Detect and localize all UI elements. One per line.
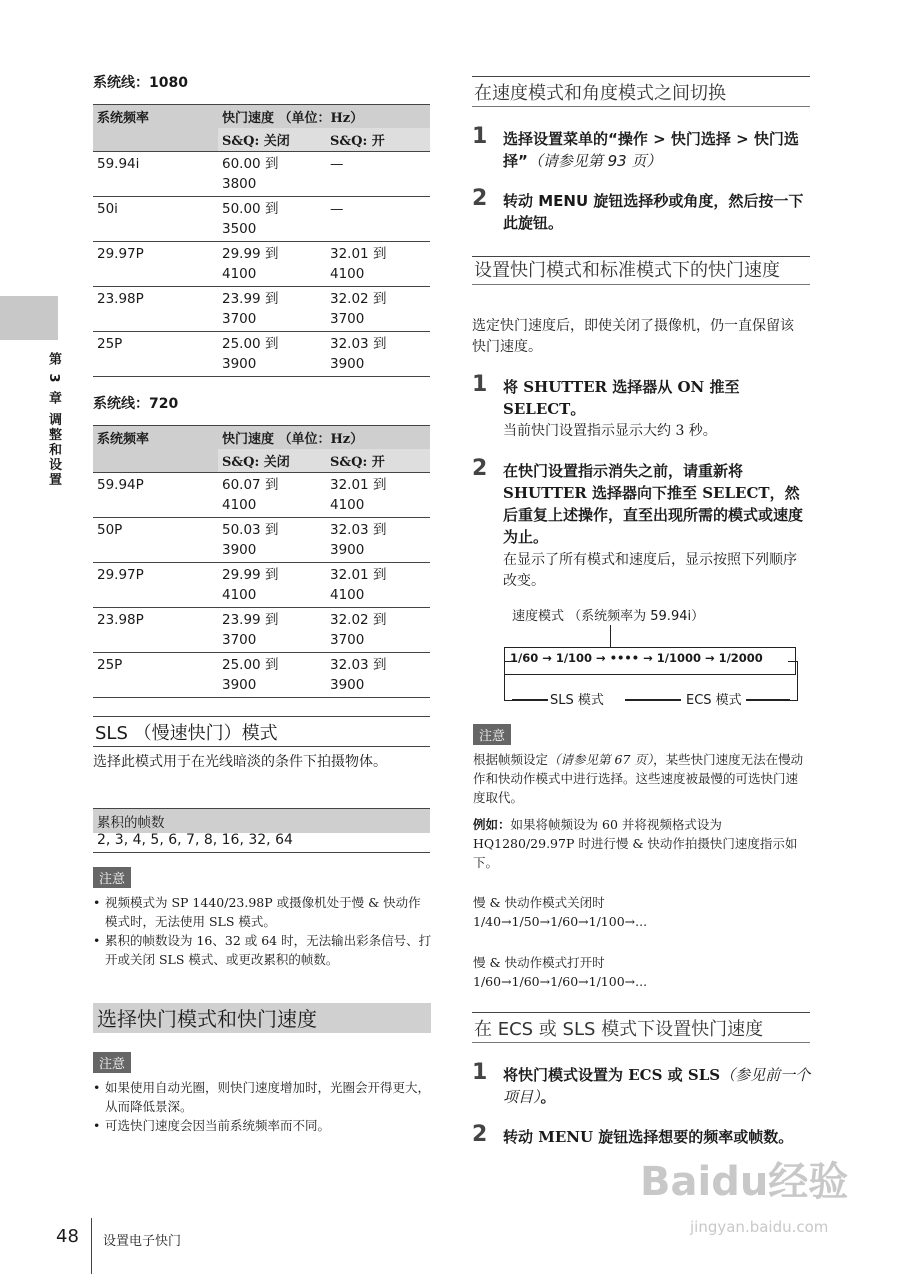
chapter-label: 第 3 章 调整和设置: [46, 352, 61, 488]
table-row: [93, 563, 430, 608]
row-sq-off: 29.99 到 4100: [218, 242, 326, 287]
row-sq-on: —: [326, 197, 430, 242]
row-sq-off: 50.00 到 3500: [218, 197, 326, 242]
sls-note-tag: 注意: [93, 867, 131, 888]
col-sq-on: S&Q: 开: [326, 449, 430, 473]
standard-mode-title: 设置快门模式和标准模式下的快门速度: [472, 256, 810, 285]
col-sq-off: S&Q: 关闭: [218, 128, 326, 152]
switch-step-2-num: 2: [472, 186, 488, 211]
watermark-url: jingyan.baidu.com: [690, 1218, 829, 1236]
table-row: [93, 518, 430, 563]
chapter-tab: [0, 296, 58, 340]
row-sq-off: 29.99 到 4100: [218, 563, 326, 608]
sls-desc: 选择此模式用于在光线暗淡的条件下拍摄物体。: [93, 754, 387, 770]
ecs-step-1: 将快门模式设置为 ECS 或 SLS（参见前一个项目）。: [503, 1066, 811, 1106]
frames-header: 累积的帧数: [93, 808, 430, 833]
sls-notes: [93, 893, 433, 969]
table-row: [93, 653, 430, 698]
row-freq: 23.98P: [93, 608, 218, 653]
table-720-title: 系统线：720: [93, 396, 179, 412]
row-freq: 23.98P: [93, 287, 218, 332]
row-sq-on: 32.03 到 3900: [326, 332, 430, 377]
ecs-step-2-num: 2: [472, 1122, 488, 1147]
col-sq-off: S&Q: 关闭: [218, 449, 326, 473]
table-row: [93, 608, 430, 653]
row-sq-off: 23.99 到 3700: [218, 287, 326, 332]
switch-step-1: 选择设置菜单的“操作 > 快门选择 > 快门选择”（请参见第 93 页）: [503, 130, 799, 170]
row-sq-off: 50.03 到 3900: [218, 518, 326, 563]
col-freq: 系统频率: [93, 426, 218, 450]
ecs-step-1-num: 1: [472, 1060, 488, 1085]
sq-off-seq: 1/40→1/50→1/60→1/100→...: [473, 914, 648, 929]
diagram-ecs: ECS 模式: [686, 693, 742, 708]
row-sq-on: 32.02 到 3700: [326, 287, 430, 332]
row-freq: 50P: [93, 518, 218, 563]
standard-example: 例如：如果将帧频设为 60 并将视频格式设为 HQ1280/29.97P 时进行慢 & 快动作拍摄快门速度指示如下。: [473, 817, 798, 870]
row-freq: 29.97P: [93, 242, 218, 287]
select-note-tag: 注意: [93, 1052, 131, 1073]
row-sq-on: —: [326, 152, 430, 197]
sls-title: SLS （慢速快门）模式: [93, 716, 430, 747]
row-sq-off: 23.99 到 3700: [218, 608, 326, 653]
page-number: 48: [56, 1226, 79, 1247]
row-freq: 29.97P: [93, 563, 218, 608]
sq-on-label: 慢 & 快动作模式打开时: [473, 955, 605, 970]
table-720: [93, 425, 430, 698]
row-sq-off: 60.07 到 4100: [218, 473, 326, 518]
switch-step-2: 转动 MENU 旋钮选择秒或角度，然后按一下此旋钮。: [503, 192, 804, 232]
diagram-title: 速度模式 （系统频率为 59.94i）: [512, 609, 705, 624]
switch-step-1-num: 1: [472, 124, 488, 149]
row-sq-on: 32.02 到 3700: [326, 608, 430, 653]
select-note-1: • 如果使用自动光圈，则快门速度增加时，光圈会开得更大，从而降低景深。: [93, 1078, 433, 1116]
standard-desc: 选定快门速度后，即使关闭了摄像机，仍一直保留该快门速度。: [472, 318, 794, 355]
sq-off-label: 慢 & 快动作模式关闭时: [473, 895, 605, 910]
col-sq-on: S&Q: 开: [326, 128, 430, 152]
table-row: [93, 242, 430, 287]
row-sq-on: 32.01 到 4100: [326, 242, 430, 287]
standard-step-2: 在快门设置指示消失之前，请重新将 SHUTTER 选择器向下推至 SELECT，然后重复上述操作，直至出现所需的模式或速度为止。: [503, 462, 804, 546]
footer-section: 设置电子快门: [103, 1234, 182, 1249]
row-sq-off: 25.00 到 3900: [218, 653, 326, 698]
switch-mode-title: 在速度模式和角度模式之间切换: [472, 76, 810, 107]
watermark-logo: Baidu经验: [640, 1159, 849, 1205]
row-sq-off: 60.00 到 3800: [218, 152, 326, 197]
table-row: [93, 332, 430, 377]
select-note-2: • 可选快门速度会因当前系统频率而不同。: [93, 1116, 433, 1135]
row-freq: 59.94i: [93, 152, 218, 197]
row-freq: 25P: [93, 653, 218, 698]
mode-diagram: [490, 605, 820, 715]
standard-step-1: 将 SHUTTER 选择器从 ON 推至 SELECT。: [503, 378, 740, 418]
col-freq: 系统频率: [93, 105, 218, 129]
sls-note-2: • 累积的帧数设为 16、32 或 64 时，无法输出彩条信号、打开或关闭 SLS 模式、或更改累积的帧数。: [93, 931, 433, 969]
row-freq: 59.94P: [93, 473, 218, 518]
standard-note-tag: 注意: [473, 724, 511, 745]
ecs-step-2: 转动 MENU 旋钮选择想要的频率或帧数。: [503, 1128, 794, 1146]
table-row: [93, 152, 430, 197]
row-sq-off: 25.00 到 3900: [218, 332, 326, 377]
table-1080-title: 系统线：1080: [93, 75, 188, 91]
sls-note-1: • 视频模式为 SP 1440/23.98P 或摄像机处于慢 & 快动作模式时，无法使用 SLS 模式。: [93, 893, 433, 931]
table-1080: [93, 104, 430, 377]
select-mode-title: 选择快门模式和快门速度: [93, 1003, 431, 1033]
table-row: [93, 287, 430, 332]
table-row: [93, 473, 430, 518]
row-sq-on: 32.01 到 4100: [326, 473, 430, 518]
diagram-sequence: 1/60 → 1/100 → •••• → 1/1000 → 1/2000: [510, 651, 763, 665]
ecs-mode-title: 在 ECS 或 SLS 模式下设置快门速度: [472, 1012, 810, 1043]
standard-step-2-sub: 在显示了所有模式和速度后，显示按照下列顺序改变。: [503, 552, 797, 589]
standard-step-1-num: 1: [472, 372, 488, 397]
row-freq: 25P: [93, 332, 218, 377]
table-row: [93, 197, 430, 242]
select-notes: [93, 1078, 433, 1135]
row-sq-on: 32.03 到 3900: [326, 518, 430, 563]
row-freq: 50i: [93, 197, 218, 242]
col-shutter: 快门速度 （单位：Hz）: [218, 105, 430, 129]
diagram-sls: SLS 模式: [550, 693, 604, 708]
footer-divider: [91, 1218, 92, 1274]
standard-note-1: 根据帧频设定（请参见第 67 页），某些快门速度无法在慢动作和快动作模式中进行选择。这些速度被最慢的可选快门速度取代。: [473, 752, 804, 805]
standard-step-2-num: 2: [472, 456, 488, 481]
frames-values: 2, 3, 4, 5, 6, 7, 8, 16, 32, 64: [93, 830, 430, 853]
col-shutter: 快门速度 （单位：Hz）: [218, 426, 430, 450]
row-sq-on: 32.01 到 4100: [326, 563, 430, 608]
row-sq-on: 32.03 到 3900: [326, 653, 430, 698]
standard-step-1-sub: 当前快门设置指示显示大约 3 秒。: [503, 423, 717, 439]
sq-on-seq: 1/60→1/60→1/60→1/100→...: [473, 974, 648, 989]
